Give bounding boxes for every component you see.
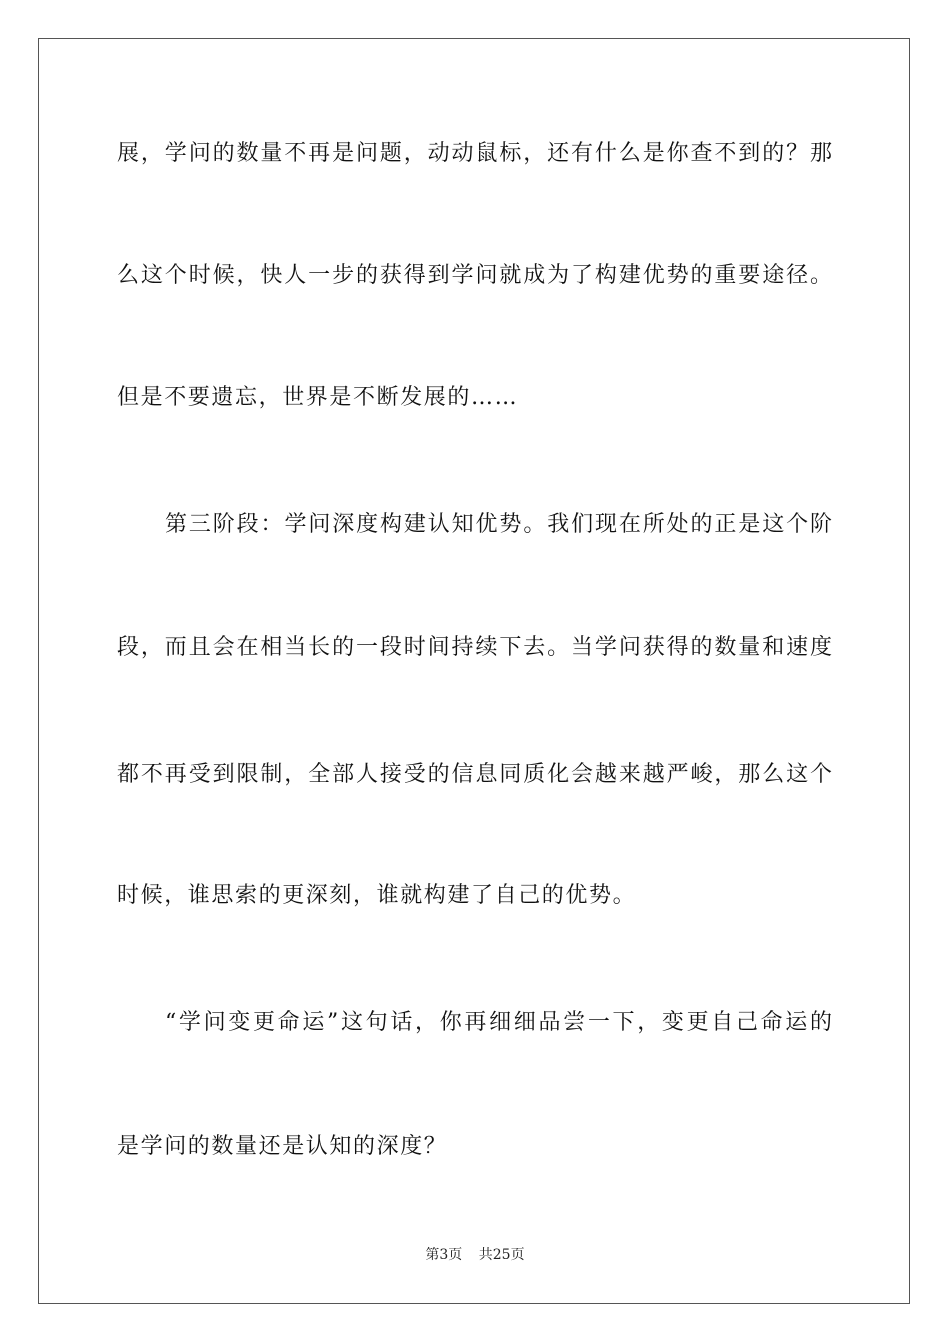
page-border	[38, 38, 910, 1304]
paragraph-line: 都不再受到限制，全部人接受的信息同质化会越来越严峻，那么这个	[117, 762, 832, 787]
paragraph-line: 展，学问的数量不再是问题，动动鼠标，还有什么是你查不到的？那	[117, 141, 832, 166]
paragraph-line: 第三阶段：学问深度构建认知优势。我们现在所处的正是这个阶	[165, 512, 832, 537]
paragraph-line: 段，而且会在相当长的一段时间持续下去。当学问获得的数量和速度	[117, 635, 832, 660]
page-number-current: 第3页	[425, 1247, 463, 1263]
page-number-total: 共25页	[478, 1247, 525, 1263]
paragraph-line: “学问变更命运”这句话，你再细细品尝一下，变更自己命运的	[165, 1010, 832, 1035]
paragraph-line: 时候，谁思索的更深刻，谁就构建了自己的优势。	[117, 883, 637, 908]
paragraph-line: 是学问的数量还是认知的深度？	[117, 1134, 448, 1159]
paragraph-line: 么这个时候，快人一步的获得到学问就成为了构建优势的重要途径。	[117, 263, 832, 288]
paragraph-line: 但是不要遗忘，世界是不断发展的……	[117, 385, 519, 410]
page-footer	[0, 1246, 950, 1264]
